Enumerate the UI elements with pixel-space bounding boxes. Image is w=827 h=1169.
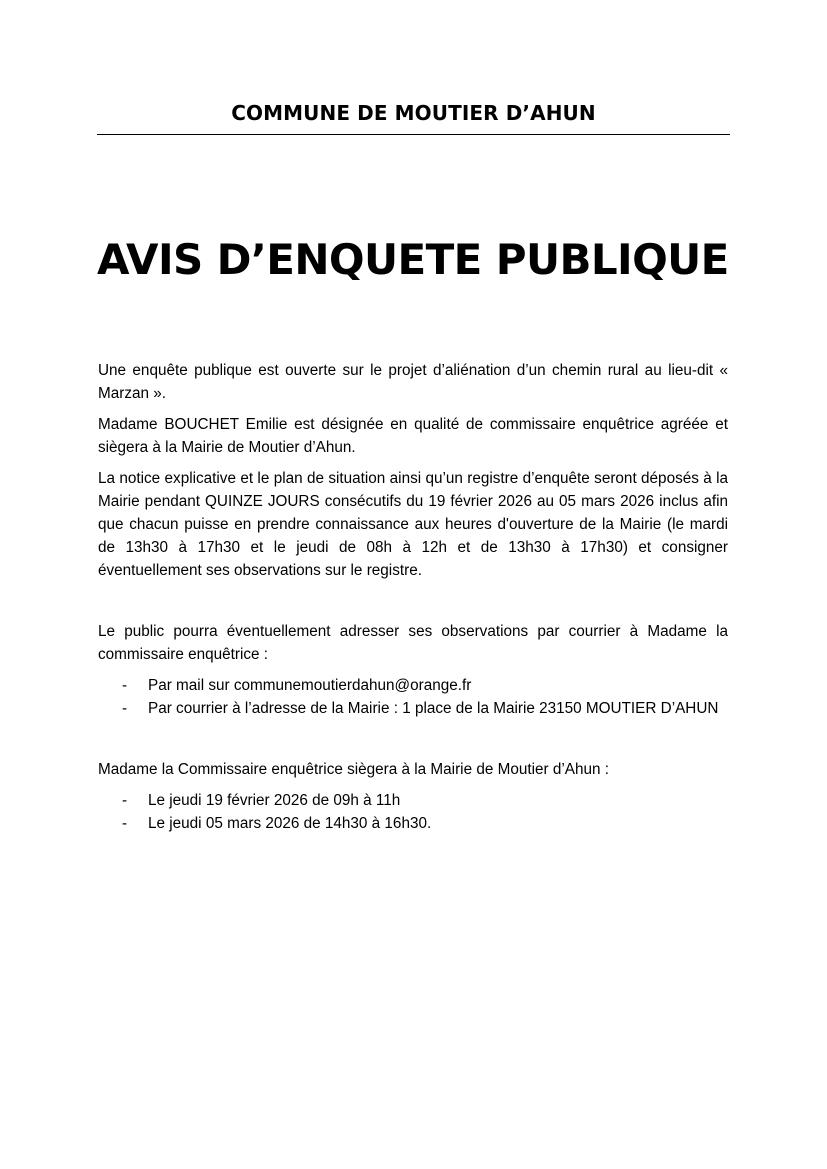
paragraph-sessions: Madame la Commissaire enquêtrice siègera à la Mairie de Moutier d’Ahun :	[98, 761, 609, 778]
contact-list	[98, 674, 728, 720]
list-item	[98, 812, 728, 835]
session-second-text: Le jeudi 05 mars 2026 de 14h30 à 16h30.	[148, 815, 432, 832]
list-item	[98, 697, 728, 720]
paragraph-observations: Le public pourra éventuellement adresser ses observations par courrier à Madame la commissaire enquêtrice :	[98, 623, 728, 663]
paragraph-documents: La notice explicative et le plan de situation ainsi qu’un registre d’enquête seront déposés à la Mairie pendant QUINZE JOURS consécutifs du 19 février 2026 au 05 mars 2026 inclus afin que chacun puisse en prendre connaissance aux heures d'ouverture de la Mairie (le mardi de 13h30 à 17h30 et le jeudi de 08h à 12h et de 13h30 à 17h30) et consigner éventuellement ses observations sur le registre.	[98, 470, 728, 579]
paragraph-inquiry-opening: Une enquête publique est ouverte sur le projet d’aliénation d’un chemin rural au lieu-dit « Marzan ».	[98, 362, 728, 402]
list-item	[98, 789, 728, 812]
page-title: AVIS D’ENQUETE PUBLIQUE	[97, 235, 729, 284]
session-first-text: Le jeudi 19 février 2026 de 09h à 11h	[148, 792, 401, 809]
list-item	[98, 674, 728, 697]
contact-postal-text: Par courrier à l’adresse de la Mairie : 1 place de la Mairie 23150 MOUTIER D’AHUN	[148, 700, 719, 717]
contact-email-text: Par mail sur communemoutierdahun@orange.fr	[148, 677, 472, 694]
sessions-list	[98, 789, 728, 835]
bullet-dash: -	[122, 700, 128, 717]
bullet-dash: -	[122, 815, 128, 832]
commune-header: COMMUNE DE MOUTIER D’AHUN	[231, 101, 596, 125]
bullet-dash: -	[122, 792, 128, 809]
notice-body	[98, 359, 728, 835]
bullet-dash: -	[122, 677, 128, 694]
paragraph-commissioner: Madame BOUCHET Emilie est désignée en qualité de commissaire enquêtrice agréée et siègera à la Mairie de Moutier d’Ahun.	[98, 416, 728, 456]
header-divider	[97, 134, 730, 135]
